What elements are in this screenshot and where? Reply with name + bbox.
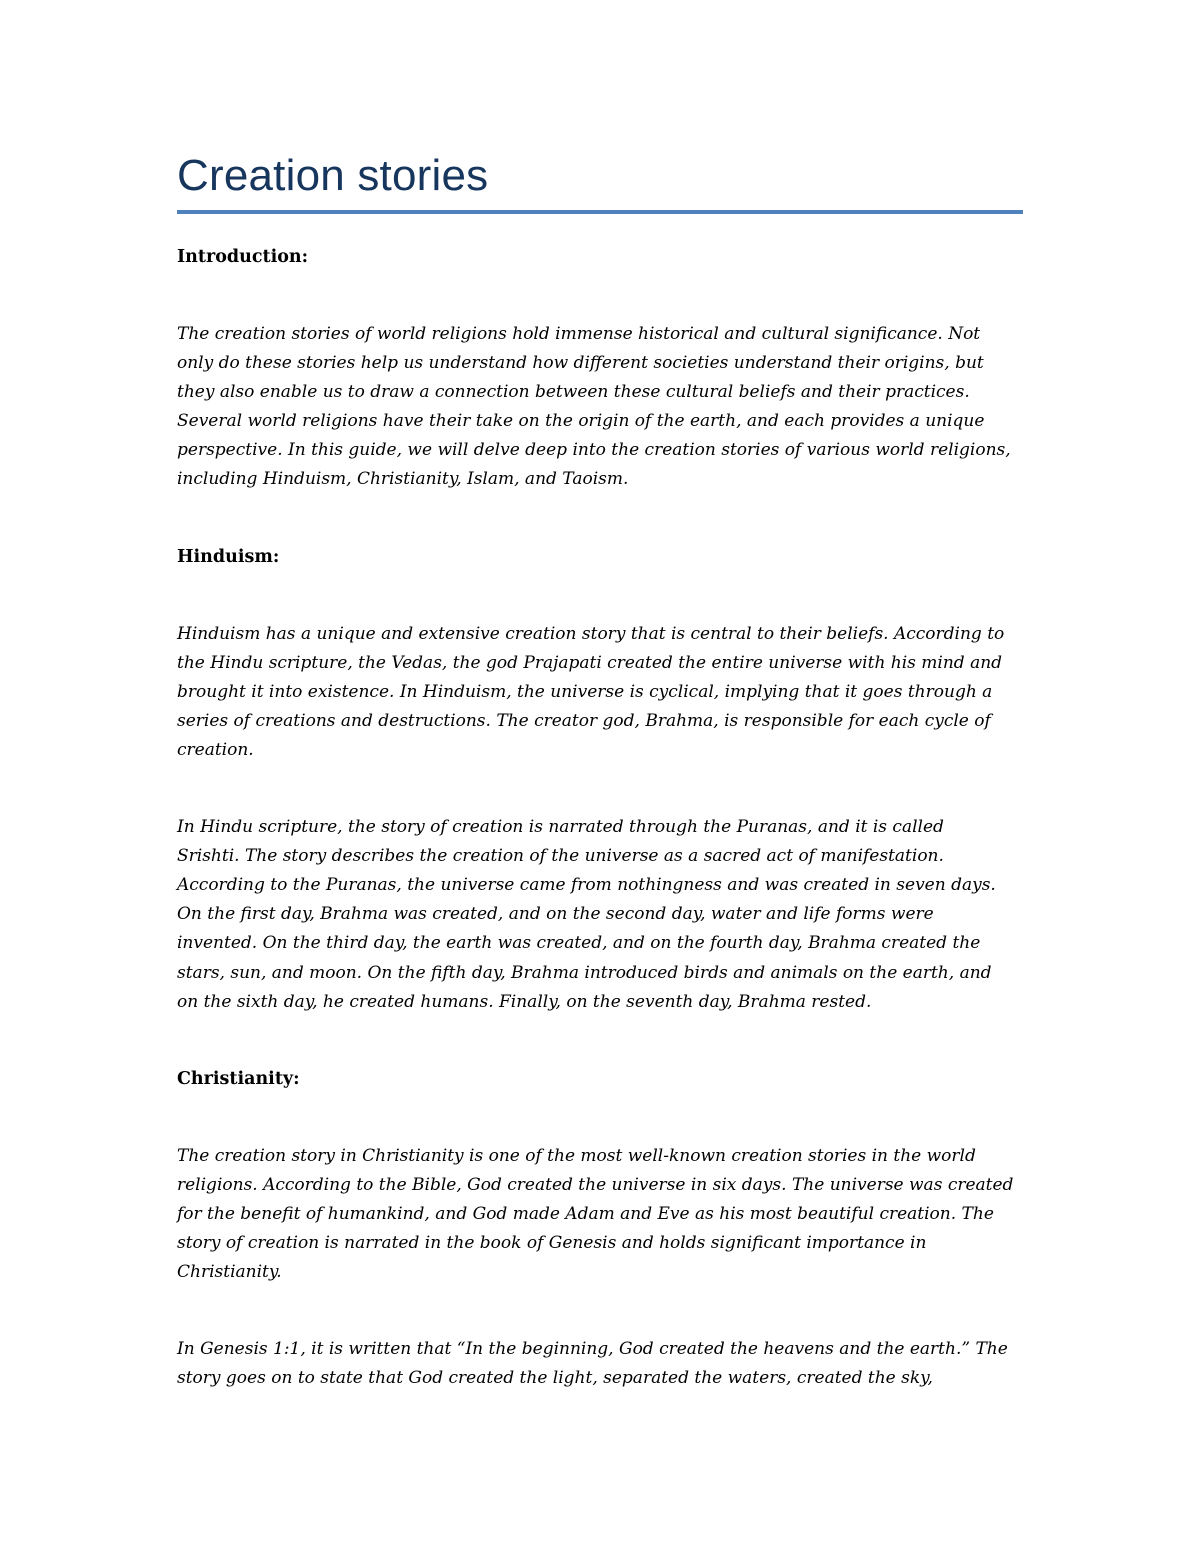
paragraph (177, 1335, 1023, 1393)
line: Christianity. (177, 1262, 282, 1283)
paragraph (177, 620, 1023, 765)
section-christianity (177, 1065, 1023, 1394)
line: stars, sun, and moon. On the fifth day, Brahma introduced birds and animals on the earth, and (177, 962, 992, 983)
line: only do these stories help us understand how different societies understand their origins, but (177, 353, 984, 374)
section-introduction (177, 243, 1023, 543)
line: brought it into existence. In Hinduism, the universe is cyclical, implying that it goes through a (177, 681, 993, 702)
line: the Hindu scripture, the Vedas, the god Prajapati created the entire universe with his mind and (177, 652, 1003, 673)
line: for the benefit of humankind, and God made Adam and Eve as his most beautiful creation. The (177, 1203, 994, 1224)
page-title: Creation stories (177, 151, 489, 200)
line: The creation story in Christianity is one of the most well-known creation stories in the world (177, 1145, 976, 1166)
line: story of creation is narrated in the book of Genesis and holds significant importance in (177, 1232, 927, 1253)
line: on the sixth day, he created humans. Finally, on the seventh day, Brahma rested. (177, 991, 872, 1012)
section-heading: Introduction: (177, 247, 309, 267)
line: creation. (177, 739, 254, 760)
section-hinduism (177, 543, 1023, 1065)
paragraph (177, 320, 1023, 495)
line: religions. According to the Bible, God created the universe in six days. The universe was created (177, 1174, 1014, 1195)
line: On the first day, Brahma was created, and on the second day, water and life forms were (177, 904, 934, 925)
line: The creation stories of world religions hold immense historical and cultural significance. Not (177, 324, 981, 344)
line: they also enable us to draw a connection between these cultural beliefs and their practices. (177, 382, 970, 403)
line: including Hinduism, Christianity, Islam, and Taoism. (177, 469, 629, 490)
section-heading: Christianity: (177, 1068, 300, 1089)
line: In Genesis 1:1, it is written that “In the beginning, God created the heavens and the earth.” The (177, 1339, 1008, 1360)
paragraph (177, 1142, 1023, 1287)
section-heading: Hinduism: (177, 546, 280, 567)
line: Several world religions have their take on the origin of the earth, and each provides a unique (177, 411, 985, 432)
line: perspective. In this guide, we will delve deep into the creation stories of various world religions, (177, 440, 1011, 461)
paragraph (177, 813, 1023, 1017)
line: In Hindu scripture, the story of creation is narrated through the Puranas, and it is called (177, 817, 944, 838)
line: series of creations and destructions. The creator god, Brahma, is responsible for each cycle of (177, 710, 991, 731)
line: story goes on to state that God created the light, separated the waters, created the sky, (177, 1368, 933, 1389)
document-content (177, 148, 1023, 1393)
line: Hinduism has a unique and extensive creation story that is central to their beliefs. According to (177, 623, 1005, 644)
line: Srishti. The story describes the creation of the universe as a sacred act of manifestation. (177, 846, 944, 867)
line: According to the Puranas, the universe came from nothingness and was created in seven days. (177, 875, 996, 896)
line: invented. On the third day, the earth was created, and on the fourth day, Brahma created the (177, 933, 981, 954)
